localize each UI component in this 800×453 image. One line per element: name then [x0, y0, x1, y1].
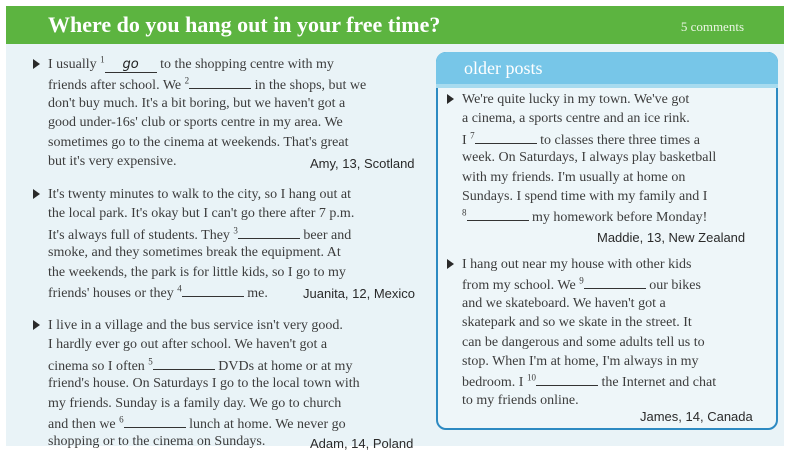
post-text-line — [462, 168, 716, 187]
post-text-line — [462, 352, 716, 371]
gap-fill-blank[interactable] — [124, 413, 186, 428]
post-text-line — [48, 263, 354, 282]
post-author: Juanita, 12, Mexico — [303, 286, 416, 301]
post-text-line — [48, 413, 360, 432]
text-segment: friends after school. We — [48, 78, 185, 94]
post-text-line — [48, 224, 354, 243]
text-segment: in the shops, but we — [251, 78, 367, 94]
older-posts-label: older posts — [464, 58, 543, 78]
text-segment: It's always full of students. They — [48, 227, 234, 243]
post-text-line — [48, 133, 366, 152]
post-text-line — [462, 90, 716, 109]
post-author: Maddie, 13, New Zealand — [597, 230, 746, 245]
text-segment: week. On Saturdays, I always play basketball — [462, 150, 717, 166]
post-text-line — [462, 129, 716, 148]
post-text-line — [48, 355, 360, 374]
text-segment: to the shopping centre with my — [156, 57, 334, 72]
text-segment: to my friends online. — [462, 392, 579, 408]
text-segment: sometimes go to the cinema at weekends. That's great — [48, 134, 349, 150]
comments-count[interactable]: 5 comments — [680, 19, 744, 34]
text-segment: I usually — [48, 57, 101, 72]
gap-number: 1 — [100, 54, 105, 65]
post-text-line — [462, 333, 716, 352]
text-segment: I hang out near my house with other kids — [462, 257, 692, 272]
page-title: Where do you hang out in your free time? — [48, 12, 441, 37]
post-text-line — [462, 274, 716, 293]
post-text-line — [48, 185, 354, 204]
post-amy — [48, 54, 415, 171]
text-segment: can be dangerous and some adults tell us to — [462, 334, 705, 350]
text-segment: DVDs at home or at my — [214, 358, 353, 374]
gap-number: 6 — [119, 414, 124, 425]
text-segment: We're quite lucky in my town. We've got — [462, 92, 690, 107]
gap-number: 10 — [526, 372, 536, 383]
gap-fill-blank[interactable] — [189, 74, 251, 89]
post-text-line — [48, 113, 366, 132]
post-author: Amy, 13, Scotland — [310, 156, 415, 171]
text-segment: skatepark and so we skate in the street. It — [462, 315, 692, 331]
text-segment: stop. When I'm at home, I'm always in my — [462, 353, 699, 369]
post-juanita — [48, 185, 416, 301]
post-text-line — [462, 148, 716, 167]
post-text-line — [48, 394, 360, 413]
post-maddie — [462, 90, 746, 245]
post-text-line — [462, 255, 716, 274]
tab-divider — [436, 84, 778, 88]
gap-number: 8 — [462, 207, 467, 218]
text-segment: the weekends, the park is for little kids, so I go to my — [48, 264, 346, 280]
text-segment: don't buy much. It's a bit boring, but we haven't got a — [48, 95, 346, 111]
text-segment: bedroom. I — [462, 375, 527, 391]
text-segment: It's twenty minutes to walk to the city, so I hang out at — [48, 187, 351, 202]
gap-fill-blank[interactable] — [153, 355, 215, 370]
text-segment: I live in a village and the bus service isn't very good. — [48, 318, 343, 333]
gap-fill-blank[interactable] — [536, 371, 598, 386]
post-adam — [48, 316, 414, 452]
text-segment: my homework before Monday! — [528, 210, 708, 226]
gap-number: 5 — [148, 356, 153, 367]
bullet-arrow-icon — [33, 320, 40, 330]
post-text-line — [48, 243, 354, 262]
text-segment: cinema so I often — [48, 358, 149, 374]
gap-fill-blank[interactable] — [584, 274, 646, 289]
post-text-line — [462, 294, 716, 313]
post-james — [462, 255, 753, 424]
text-segment: a cinema, a sports centre and an ice rink. — [462, 111, 690, 127]
text-segment: friend's house. On Saturdays I go to the local town with — [48, 376, 360, 392]
text-segment: Sundays. I spend time with my family and I — [462, 188, 708, 204]
post-text-line — [48, 316, 360, 335]
post-text-line — [462, 187, 716, 206]
text-segment: the Internet and chat — [597, 375, 717, 391]
gap-number: 2 — [184, 75, 190, 86]
text-segment: but it's very expensive. — [48, 153, 177, 169]
gap-number: 4 — [177, 283, 182, 294]
post-author: Adam, 14, Poland — [310, 436, 414, 451]
text-segment: my friends. Sunday is a family day. We go to church — [48, 395, 342, 411]
post-text-line — [462, 206, 716, 225]
text-segment: smoke, and they sometimes break the equipment. At — [48, 245, 341, 261]
text-segment: and then we — [48, 416, 120, 432]
text-segment: from my school. We — [462, 278, 580, 294]
post-text-line — [48, 55, 366, 74]
post-text-line — [48, 204, 354, 223]
text-segment: good under-16s' club or sports centre in my area. We — [48, 115, 343, 131]
text-segment: to classes there three times a — [536, 132, 700, 148]
text-segment: I — [462, 132, 471, 148]
post-text-line — [48, 335, 360, 354]
gap-fill-blank[interactable] — [467, 206, 529, 221]
gap-fill-blank[interactable] — [238, 224, 300, 239]
text-segment: friends' houses or they — [48, 285, 178, 301]
gap-number: 9 — [579, 275, 584, 286]
post-author: James, 14, Canada — [640, 409, 753, 424]
post-text-line — [48, 94, 366, 113]
gap-number: 3 — [233, 225, 238, 236]
post-text-line — [462, 109, 716, 128]
gap-number: 7 — [470, 130, 475, 141]
text-segment: lunch at home. We never go — [185, 416, 346, 432]
text-segment: shopping or to the cinema on Sundays. — [48, 434, 266, 450]
bullet-arrow-icon — [33, 59, 40, 69]
post-text-line — [462, 371, 716, 390]
gap-fill-blank[interactable]: go — [105, 58, 157, 73]
text-segment: our bikes — [645, 278, 701, 294]
text-segment: me. — [243, 285, 268, 301]
gap-fill-blank[interactable] — [182, 282, 244, 297]
post-text-line — [48, 374, 360, 393]
text-segment: beer and — [299, 227, 352, 243]
post-text-line — [48, 74, 366, 93]
bullet-arrow-icon — [447, 94, 454, 104]
text-segment: with my friends. I'm usually at home on — [462, 169, 686, 185]
text-segment: the local park. It's okay but I can't go there after 7 p.m. — [48, 206, 355, 222]
page-header — [6, 6, 784, 44]
text-segment: I hardly ever go out after school. We haven't got a — [48, 337, 328, 353]
text-segment: and we skateboard. We haven't got a — [462, 295, 666, 311]
gap-fill-blank[interactable] — [475, 129, 537, 144]
bullet-arrow-icon — [33, 189, 40, 199]
post-text-line — [462, 313, 716, 332]
bullet-arrow-icon — [447, 259, 454, 269]
older-posts-tab[interactable] — [436, 52, 778, 84]
